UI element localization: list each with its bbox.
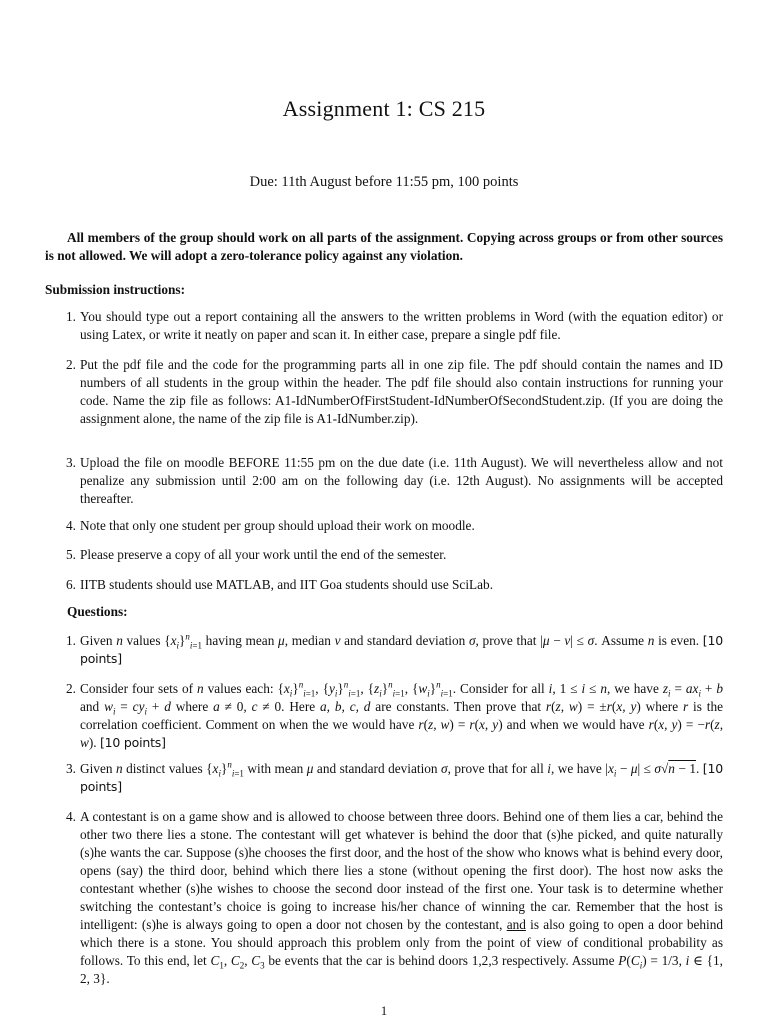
due-date-line: Due: 11th August before 11:55 pm, 100 points xyxy=(249,174,519,190)
assignment-title: Assignment 1: CS 215 xyxy=(282,96,486,121)
submission-item-1 xyxy=(66,308,723,344)
item-text: You should type out a report containing all the answers to the written problems in Word (with the equation editor) or using Latex, or write it neatly on paper and scan it. In either case, prepare a single pdf file. xyxy=(80,309,723,342)
item-number: 4. xyxy=(66,518,76,533)
item-number: 3. xyxy=(66,455,76,470)
page-number: 1 xyxy=(380,1004,388,1018)
points-label: [10 points] xyxy=(99,735,166,750)
underlined-word: and xyxy=(506,917,526,932)
item-number: 5. xyxy=(66,547,76,562)
questions-heading: Questions: xyxy=(67,604,128,619)
points-label: [10 points] xyxy=(80,761,723,794)
submission-item-4 xyxy=(66,517,723,535)
item-text: IITB students should use MATLAB, and IIT Goa students should use SciLab. xyxy=(80,577,494,592)
integrity-warning: All members of the group should work on all parts of the assignment. Copying across groups or from other sources is not allowed. We will adopt a zero-tolerance policy against any violation. xyxy=(45,230,723,263)
item-number: 6. xyxy=(66,577,76,592)
submission-heading: Submission instructions: xyxy=(45,282,186,297)
submission-item-6 xyxy=(66,576,723,594)
question-1: 1. Given n values $\{x_i\}^n_{i=1}$ having mean μ, median ν and standard deviation σ, prove that |μ − ν| ≤ σ. Assume n is even. [10 points] xyxy=(80,632,723,668)
item-text: Note that only one student per group should upload their work on moodle. xyxy=(80,518,475,533)
submission-item-3 xyxy=(66,454,723,508)
question-number: 2. xyxy=(66,681,76,696)
question-4: 4. A contestant is on a game show and is allowed to choose between three doors. Behind one of them lies a car, behind the other two there lies a stone. The contestant will get whatever is behind the door that (s)he picked, and quite naturally (s)he wants the car. Suppose (s)he chooses the first door, and the host of the show who knows what is behind every door, opens (say) the third door, behind which there lies a stone (without opening the first door). The host now asks the contestant whether (s)he wishes to choose the second door instead of the first one. Your task is to determine whether switching the contestant’s choice is going to increase his/her chance of winning the car. Remember that the host is intelligent: (s)he is always going to open a door not chosen by the contestant, and is also going to open a door behind which there is a stone. You should approach this problem only from the point of view of conditional probability as follows. To this end, let $C_1$, $C_2$, $C_3$ be events that the car is behind doors 1,2,3 respectively. Assume $P(C_i) = 1/3$, i ∈ {1, 2, 3}. xyxy=(80,808,723,988)
question-3: 3. Given n distinct values $\{x_i\}^n_{i=1}$ with mean μ and standard deviation σ, prove that for all i, we have $|x_i - \mu| \le \sigma√n - 1$. [10 points] xyxy=(80,760,723,796)
question-number: 3. xyxy=(66,761,76,776)
item-text: Please preserve a copy of all your work until the end of the semester. xyxy=(80,547,447,562)
question-number: 4. xyxy=(66,809,76,824)
item-text: Put the pdf file and the code for the programming parts all in one zip file. The pdf should contain the names and ID numbers of all students in the group within the header. The pdf file should also contain instructions for running your code. Name the zip file as follows: A1-IdNumberOfFirstStudent-IdNumberOfSecondStudent.zip. (If you are doing the assignment alone, the name of the zip file is A1-IdNumber.zip). xyxy=(80,357,723,426)
item-number: 1. xyxy=(66,309,76,324)
item-number: 2. xyxy=(66,357,76,372)
submission-item-5 xyxy=(66,546,723,564)
submission-item-2 xyxy=(66,356,723,428)
question-2: 2. Consider four sets of n values each: $\{x_i\}^n_{i=1}$, $\{y_i\}^n_{i=1}$, $\{z_i\}^n_{i=1}$, $\{w_i\}^n_{i=1}$. Consider for all i, 1 ≤ i ≤ n, we have $z_i = ax_i + b$ and $w_i = cy_i + d$ where a ≠ 0, c ≠ 0. Here a, b, c, d are constants. Then prove that r(z, w) = ±r(x, y) where r is the correlation coefficient. Comment on when the we would have r(z, w) = r(x, y) and when we would have r(x, y) = −r(z, w). [10 points] xyxy=(80,680,723,752)
points-label: [10 points] xyxy=(80,633,723,666)
question-number: 1. xyxy=(66,633,76,648)
item-text: Upload the file on moodle BEFORE 11:55 pm on the due date (i.e. 11th August). We will nevertheless allow and not penalize any submission until 2:00 am on the following day (i.e. 12th August). No assignments will be accepted thereafter. xyxy=(80,455,723,506)
